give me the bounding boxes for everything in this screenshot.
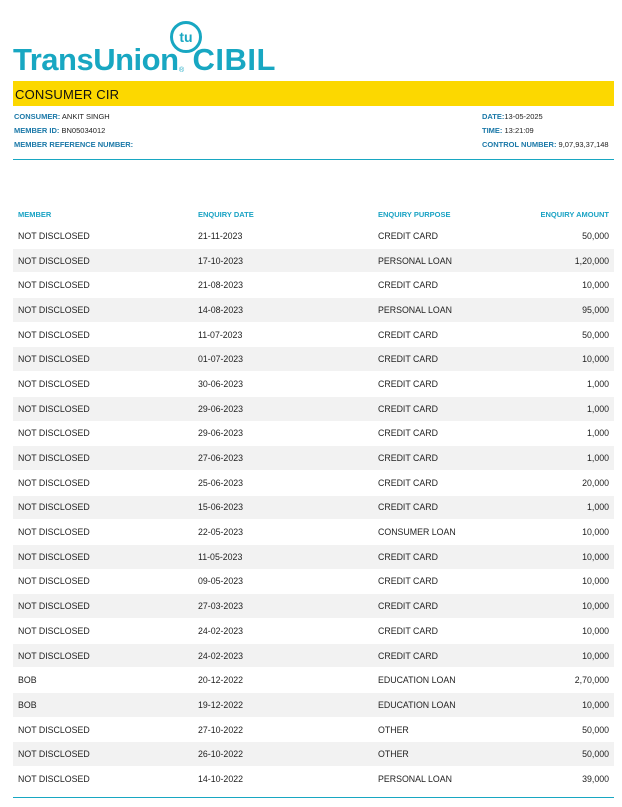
member-cell: NOT DISCLOSED [13, 446, 193, 471]
enquiry-date-cell: 14-10-2022 [193, 767, 373, 792]
enquiry-purpose-cell: EDUCATION LOAN [373, 693, 513, 718]
member-cell: NOT DISCLOSED [13, 224, 193, 248]
table-row [13, 742, 614, 767]
member-cell: NOT DISCLOSED [13, 273, 193, 298]
table-row [13, 544, 614, 569]
member-cell: NOT DISCLOSED [13, 643, 193, 668]
member-id-info [14, 126, 105, 135]
enquiry-amount-cell: 10,000 [513, 544, 614, 569]
member-cell: NOT DISCLOSED [13, 742, 193, 767]
member-cell: NOT DISCLOSED [13, 594, 193, 619]
enquiry-purpose-cell: CONSUMER LOAN [373, 520, 513, 545]
enquiry-amount-cell: 50,000 [513, 742, 614, 767]
column-header-member: MEMBER [18, 209, 52, 219]
table-row [13, 619, 614, 644]
enquiry-date-cell: 15-06-2023 [193, 495, 373, 520]
enquiry-amount-cell: 1,000 [513, 495, 614, 520]
registered-mark: ® [179, 67, 185, 74]
member-reference-label: MEMBER REFERENCE NUMBER: [14, 140, 134, 149]
date-label: DATE: [482, 112, 505, 121]
table-row [13, 322, 614, 347]
table-row [13, 248, 614, 273]
enquiry-amount-cell: 50,000 [513, 224, 614, 248]
report-date-info [482, 112, 543, 121]
enquiry-date-cell: 27-10-2022 [193, 717, 373, 742]
enquiry-amount-cell: 10,000 [513, 569, 614, 594]
enquiry-date-cell: 21-11-2023 [193, 224, 373, 248]
enquiry-purpose-cell: CREDIT CARD [373, 643, 513, 668]
enquiry-purpose-cell: PERSONAL LOAN [373, 248, 513, 273]
enquiry-amount-cell: 50,000 [513, 322, 614, 347]
enquiry-purpose-cell: OTHER [373, 717, 513, 742]
footer-divider [13, 797, 614, 798]
enquiry-date-cell: 14-08-2023 [193, 298, 373, 323]
table-row [13, 396, 614, 421]
table-row [13, 520, 614, 545]
consumer-info [14, 112, 110, 121]
member-id-value: BN05034012 [61, 126, 106, 135]
enquiry-purpose-cell: CREDIT CARD [373, 569, 513, 594]
enquiry-purpose-cell: CREDIT CARD [373, 322, 513, 347]
enquiry-amount-cell: 20,000 [513, 470, 614, 495]
enquiry-purpose-cell: CREDIT CARD [373, 347, 513, 372]
member-cell: NOT DISCLOSED [13, 717, 193, 742]
member-cell: NOT DISCLOSED [13, 298, 193, 323]
member-cell: NOT DISCLOSED [13, 248, 193, 273]
member-cell: NOT DISCLOSED [13, 372, 193, 397]
table-row [13, 569, 614, 594]
member-cell: NOT DISCLOSED [13, 347, 193, 372]
enquiry-date-cell: 26-10-2022 [193, 742, 373, 767]
enquiry-date-cell: 29-06-2023 [193, 421, 373, 446]
control-number-value: 9,07,93,37,148 [558, 140, 609, 149]
enquiry-amount-cell: 1,000 [513, 372, 614, 397]
transunion-cibil-logo [13, 20, 313, 76]
enquiry-purpose-cell: CREDIT CARD [373, 495, 513, 520]
enquiry-date-cell: 25-06-2023 [193, 470, 373, 495]
enquiry-date-cell: 21-08-2023 [193, 273, 373, 298]
enquiry-purpose-cell: OTHER [373, 742, 513, 767]
brand-cibil: CIBIL [192, 42, 276, 77]
enquiry-table-header [13, 204, 614, 224]
enquiry-amount-cell: 1,000 [513, 396, 614, 421]
enquiry-purpose-cell: CREDIT CARD [373, 372, 513, 397]
brand-transunion: TransUnion [13, 42, 179, 77]
enquiry-date-cell: 24-02-2023 [193, 643, 373, 668]
member-cell: NOT DISCLOSED [13, 322, 193, 347]
enquiry-amount-cell: 39,000 [513, 767, 614, 792]
table-row [13, 446, 614, 471]
brand-wordmark [13, 42, 276, 78]
consumer-value: ANKIT SINGH [61, 112, 110, 121]
control-number-info [482, 140, 609, 149]
time-label: TIME: [482, 126, 503, 135]
enquiry-purpose-cell: CREDIT CARD [373, 224, 513, 248]
control-number-label: CONTROL NUMBER: [482, 140, 557, 149]
enquiry-purpose-cell: EDUCATION LOAN [373, 668, 513, 693]
enquiry-table-body [13, 224, 614, 791]
member-cell: BOB [13, 668, 193, 693]
enquiry-purpose-cell: CREDIT CARD [373, 470, 513, 495]
enquiry-amount-cell: 10,000 [513, 347, 614, 372]
enquiry-table [13, 204, 614, 792]
table-row [13, 298, 614, 323]
enquiry-date-cell: 30-06-2023 [193, 372, 373, 397]
table-row [13, 224, 614, 248]
enquiry-purpose-cell: CREDIT CARD [373, 273, 513, 298]
member-cell: NOT DISCLOSED [13, 396, 193, 421]
enquiry-date-cell: 17-10-2023 [193, 248, 373, 273]
table-row [13, 668, 614, 693]
enquiry-date-cell: 20-12-2022 [193, 668, 373, 693]
table-row [13, 421, 614, 446]
table-row [13, 372, 614, 397]
enquiry-amount-cell: 10,000 [513, 520, 614, 545]
member-cell: NOT DISCLOSED [13, 767, 193, 792]
enquiry-amount-cell: 10,000 [513, 594, 614, 619]
enquiry-date-cell: 27-06-2023 [193, 446, 373, 471]
member-reference-info [14, 140, 133, 149]
member-cell: NOT DISCLOSED [13, 544, 193, 569]
table-row [13, 594, 614, 619]
enquiry-purpose-cell: CREDIT CARD [373, 544, 513, 569]
header-divider [13, 159, 614, 160]
member-id-label: MEMBER ID: [14, 126, 60, 135]
enquiry-amount-cell: 1,000 [513, 421, 614, 446]
member-cell: NOT DISCLOSED [13, 470, 193, 495]
date-value: 13-05-2025 [504, 112, 543, 121]
enquiry-date-cell: 19-12-2022 [193, 693, 373, 718]
enquiry-purpose-cell: CREDIT CARD [373, 594, 513, 619]
enquiry-date-cell: 11-07-2023 [193, 322, 373, 347]
table-row [13, 717, 614, 742]
tu-logo-letters: tu [179, 29, 193, 45]
enquiry-amount-cell: 2,70,000 [513, 668, 614, 693]
column-header-enquiry-purpose: ENQUIRY PURPOSE [378, 209, 451, 219]
enquiry-amount-cell: 10,000 [513, 619, 614, 644]
enquiry-purpose-cell: CREDIT CARD [373, 421, 513, 446]
report-title: CONSUMER CIR [15, 87, 120, 102]
table-row [13, 470, 614, 495]
member-cell: NOT DISCLOSED [13, 569, 193, 594]
member-cell: NOT DISCLOSED [13, 495, 193, 520]
enquiry-amount-cell: 10,000 [513, 693, 614, 718]
enquiry-date-cell: 09-05-2023 [193, 569, 373, 594]
enquiry-amount-cell: 95,000 [513, 298, 614, 323]
enquiry-purpose-cell: PERSONAL LOAN [373, 767, 513, 792]
enquiry-purpose-cell: CREDIT CARD [373, 446, 513, 471]
enquiry-date-cell: 24-02-2023 [193, 619, 373, 644]
member-cell: BOB [13, 693, 193, 718]
table-row [13, 693, 614, 718]
report-time-info [482, 126, 534, 135]
enquiry-date-cell: 01-07-2023 [193, 347, 373, 372]
member-cell: NOT DISCLOSED [13, 619, 193, 644]
enquiry-date-cell: 27-03-2023 [193, 594, 373, 619]
enquiry-amount-cell: 10,000 [513, 273, 614, 298]
time-value: 13:21:09 [504, 126, 534, 135]
enquiry-date-cell: 22-05-2023 [193, 520, 373, 545]
enquiry-date-cell: 11-05-2023 [193, 544, 373, 569]
member-cell: NOT DISCLOSED [13, 520, 193, 545]
table-row [13, 273, 614, 298]
tu-logo-icon [169, 20, 203, 54]
table-row [13, 767, 614, 792]
enquiry-amount-cell: 50,000 [513, 717, 614, 742]
table-row [13, 643, 614, 668]
enquiry-date-cell: 29-06-2023 [193, 396, 373, 421]
enquiry-purpose-cell: CREDIT CARD [373, 396, 513, 421]
enquiry-amount-cell: 1,20,000 [513, 248, 614, 273]
consumer-label: CONSUMER: [14, 112, 61, 121]
table-row [13, 495, 614, 520]
table-row [13, 347, 614, 372]
enquiry-purpose-cell: CREDIT CARD [373, 619, 513, 644]
report-title-banner [13, 81, 614, 106]
column-header-enquiry-amount: ENQUIRY AMOUNT [540, 209, 609, 219]
enquiry-amount-cell: 10,000 [513, 643, 614, 668]
enquiry-purpose-cell: PERSONAL LOAN [373, 298, 513, 323]
enquiry-amount-cell: 1,000 [513, 446, 614, 471]
member-cell: NOT DISCLOSED [13, 421, 193, 446]
column-header-enquiry-date: ENQUIRY DATE [198, 209, 254, 219]
